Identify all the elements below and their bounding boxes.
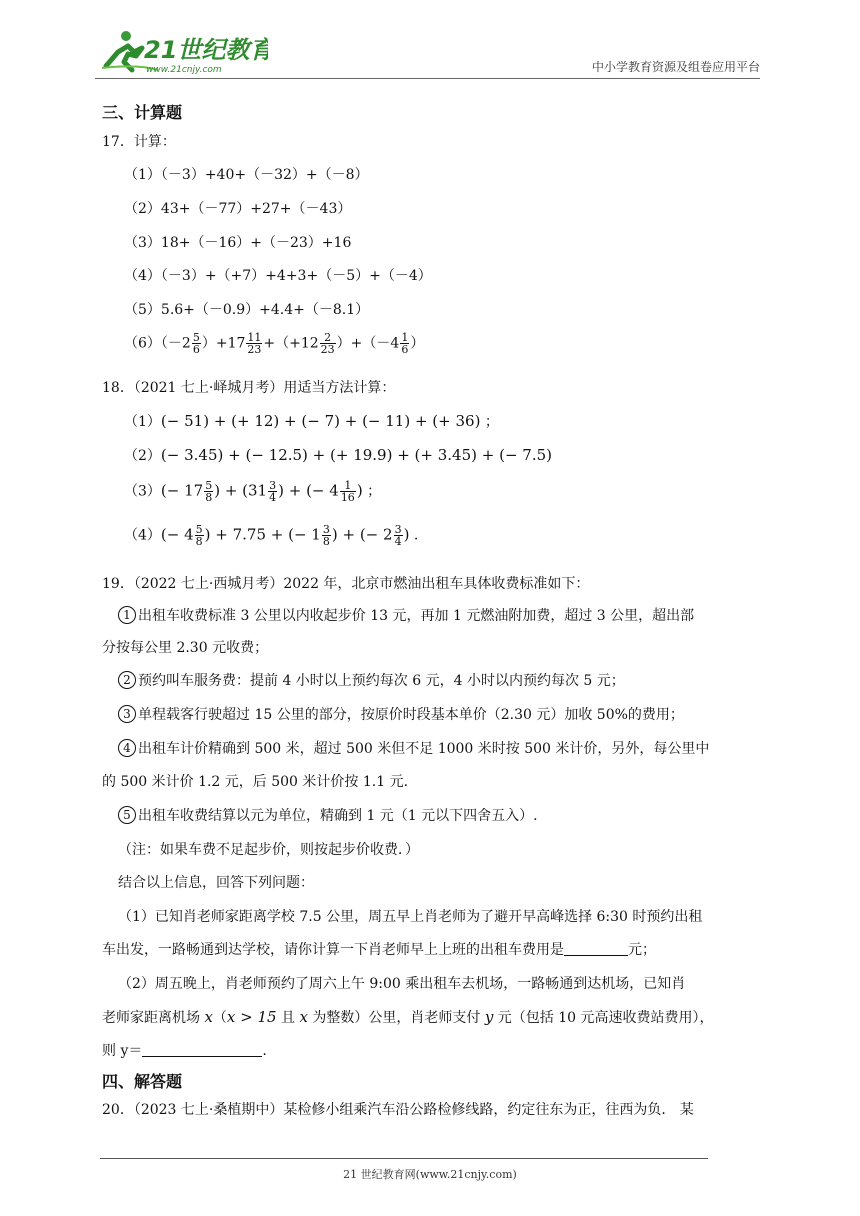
section-title: 四、解答题 bbox=[102, 1072, 183, 1091]
rule-4-cont: 的 500 米计价 1.2 元，后 500 米计价按 1.1 元. bbox=[102, 774, 409, 790]
q19-part-2-cont bbox=[102, 1007, 714, 1027]
part-text: 为整数）公里，肖老师支付 bbox=[307, 1010, 485, 1026]
q18-item-3 bbox=[124, 480, 381, 503]
fraction bbox=[340, 480, 356, 503]
rule-1-cont: 分按每公里 2.30 元收费； bbox=[102, 640, 269, 656]
denominator: 8 bbox=[322, 535, 330, 548]
runner-logo-icon bbox=[98, 28, 268, 76]
circled-number: 3 bbox=[118, 705, 136, 723]
part-text: 车出发，一路畅通到达学校，请你计算一下肖老师早上上班的出租车费用是 bbox=[102, 942, 564, 958]
denominator: 4 bbox=[269, 491, 277, 504]
q18-item-4 bbox=[124, 524, 418, 547]
q19-part-1: （1）已知肖老师家距离学校 7.5 公里，周五早上肖老师为了避开早高峰选择 6:30 时预约出租 bbox=[118, 909, 703, 925]
circled-number: 4 bbox=[118, 739, 136, 757]
part-text: 则 y＝ bbox=[102, 1043, 143, 1059]
part-text: 元； bbox=[628, 942, 656, 958]
denominator: 4 bbox=[394, 535, 402, 548]
denominator: 8 bbox=[205, 491, 213, 504]
note: （注：如果车费不足起步价，则按起步价收费．） bbox=[118, 842, 419, 858]
numerator: 3 bbox=[394, 523, 402, 536]
denominator: 8 bbox=[195, 535, 203, 548]
fraction bbox=[195, 524, 204, 547]
expr-part: ) + (31 bbox=[214, 481, 268, 500]
numerator: 3 bbox=[269, 479, 277, 492]
fraction bbox=[400, 332, 409, 355]
circled-number: 2 bbox=[118, 671, 136, 689]
expr-tail: . bbox=[409, 527, 419, 544]
question-18-stem: 18．（2021 七上·峄城月考）用适当方法计算： bbox=[102, 380, 396, 396]
expr-part: (− 4 bbox=[160, 525, 194, 544]
math-expression: (− 51) + (+ 12) + (− 7) + (− 11) + (+ 36) bbox=[160, 412, 481, 430]
site-logo bbox=[98, 28, 268, 76]
q17-item-2: （2）43+（－77）+27+（－43） bbox=[124, 201, 352, 217]
part-text: 老师家距离机场 bbox=[102, 1010, 205, 1026]
circled-number: 5 bbox=[118, 806, 136, 824]
section-title: 三、计算题 bbox=[102, 103, 183, 122]
fraction bbox=[204, 480, 213, 503]
expr-part: （－2 bbox=[160, 335, 191, 352]
item-label: （6） bbox=[124, 335, 161, 352]
rule-text: 出租车收费结算以元为单位，精确到 1 元（1 元以下四舍五入）. bbox=[138, 808, 538, 824]
q17-item-1: （1）（－3）+40+（－32）+（－8） bbox=[124, 167, 369, 183]
numerator: 5 bbox=[195, 523, 203, 536]
expr-part: ) + (− 4 bbox=[278, 481, 339, 500]
q19-part-2: （2）周五晚上，肖老师预约了周六上午 9:00 乘出租车去机场，一路畅通到达机场，已知肖 bbox=[118, 976, 686, 992]
numerator: 2 bbox=[320, 332, 336, 344]
q17-item-3: （3）18+（－16）+（－23）+16 bbox=[124, 235, 352, 251]
q17-item-5: （5）5.6+（－0.9）+4.4+（－8.1） bbox=[124, 302, 370, 318]
rule-text: 预约叫车服务费：提前 4 小时以上预约每次 6 元，4 小时以内预约每次 5 元； bbox=[138, 673, 625, 689]
question-17-stem: 17．计算： bbox=[102, 134, 176, 150]
q19-part-2-answer bbox=[102, 1040, 267, 1060]
fraction bbox=[192, 332, 201, 355]
numerator: 11 bbox=[247, 331, 262, 344]
expr-part: ) bbox=[356, 481, 363, 500]
part-text: （ bbox=[212, 1010, 227, 1026]
denominator: 6 bbox=[192, 343, 200, 356]
question-20-stem: 20．（2023 七上·桑植期中）某检修小组乘汽车沿公路检修线路，约定往东为正，往西为负． 某 bbox=[102, 1102, 694, 1118]
expr-tail: ； bbox=[480, 414, 499, 430]
math-condition bbox=[227, 1008, 277, 1026]
answer-blank[interactable] bbox=[142, 1056, 262, 1057]
numerator: 1 bbox=[401, 331, 409, 344]
item-label: （3） bbox=[124, 483, 161, 500]
q17-item-6 bbox=[124, 332, 424, 355]
fraction bbox=[246, 332, 262, 355]
rule-4 bbox=[118, 738, 709, 758]
q17-item-4: （4）（－3）+（+7）+4+3+（－5）+（－4） bbox=[124, 268, 432, 284]
expr-part: ）+（－4 bbox=[336, 335, 400, 352]
rule-text: 出租车计价精确到 500 米，超过 500 米但不足 1000 米时按 500 米计价，另外，每公里中 bbox=[138, 741, 710, 757]
rule-5 bbox=[118, 805, 538, 825]
numerator: 1 bbox=[340, 480, 356, 492]
expr-part: ) + 7.75 + (− 1 bbox=[204, 525, 321, 544]
denominator: 16 bbox=[340, 491, 355, 504]
expr-part: ） bbox=[410, 335, 425, 352]
item-label: （4） bbox=[124, 527, 161, 544]
q19-part-1-cont bbox=[102, 939, 656, 959]
numerator: 5 bbox=[205, 479, 213, 492]
answer-blank[interactable] bbox=[564, 955, 628, 956]
expr-part: (− 17 bbox=[160, 481, 204, 500]
expr-part: +（+12 bbox=[263, 335, 319, 352]
logo-text: 21世纪教育 bbox=[144, 36, 268, 64]
math-var: y bbox=[484, 1008, 494, 1026]
header-platform-text: 中小学教育资源及组卷应用平台 bbox=[591, 60, 760, 74]
expr-part: ) bbox=[403, 525, 410, 544]
fraction bbox=[322, 524, 331, 547]
fraction bbox=[394, 524, 403, 547]
circled-number: 1 bbox=[118, 606, 136, 624]
math-var: x bbox=[204, 1008, 213, 1026]
part-text: 元（包括 10 元高速收费站费用）， bbox=[493, 1010, 714, 1026]
denominator: 23 bbox=[320, 343, 335, 356]
expr-part: ）+17 bbox=[201, 335, 246, 352]
item-label: （2） bbox=[124, 448, 161, 464]
rule-text: 单程载客行驶超过 15 公里的部分，按原价时段基本单价（2.30 元）加收 50%的费用； bbox=[138, 707, 684, 723]
item-label: （1） bbox=[124, 414, 161, 430]
logo-url: www.21cnjy.com bbox=[146, 65, 222, 75]
footer-divider bbox=[100, 1158, 708, 1159]
fraction bbox=[320, 332, 336, 355]
rule-1 bbox=[118, 605, 694, 625]
q18-item-1 bbox=[124, 411, 499, 431]
denominator: 23 bbox=[247, 343, 262, 356]
intro: 结合以上信息，回答下列问题： bbox=[118, 875, 314, 891]
rule-2 bbox=[118, 670, 625, 690]
expr-part: ) + (− 2 bbox=[331, 525, 393, 544]
footer-text: 21 世纪教育网(www.21cnjy.com) bbox=[343, 1168, 517, 1181]
header-divider bbox=[95, 78, 760, 79]
q18-item-2 bbox=[124, 445, 552, 465]
fraction bbox=[268, 480, 277, 503]
numerator: 5 bbox=[192, 331, 200, 344]
math-expression: (− 3.45) + (− 12.5) + (+ 19.9) + (+ 3.45) + (− 7.5) bbox=[160, 446, 552, 464]
rule-3 bbox=[118, 704, 684, 724]
denominator: 6 bbox=[401, 343, 409, 356]
math-var: x bbox=[299, 1008, 308, 1026]
math-var: x > 15 bbox=[226, 1008, 277, 1026]
rule-text: 出租车收费标准 3 公里以内收起步价 13 元，再加 1 元燃油附加费，超过 3 公里，超出部 bbox=[138, 608, 695, 624]
part-text: . bbox=[262, 1043, 267, 1059]
part-text: 且 bbox=[276, 1010, 300, 1026]
numerator: 3 bbox=[322, 523, 330, 536]
question-19-stem: 19．（2022 七上·西城月考）2022 年，北京市燃油出租车具体收费标准如下： bbox=[102, 576, 590, 592]
expr-tail: ； bbox=[362, 483, 382, 500]
